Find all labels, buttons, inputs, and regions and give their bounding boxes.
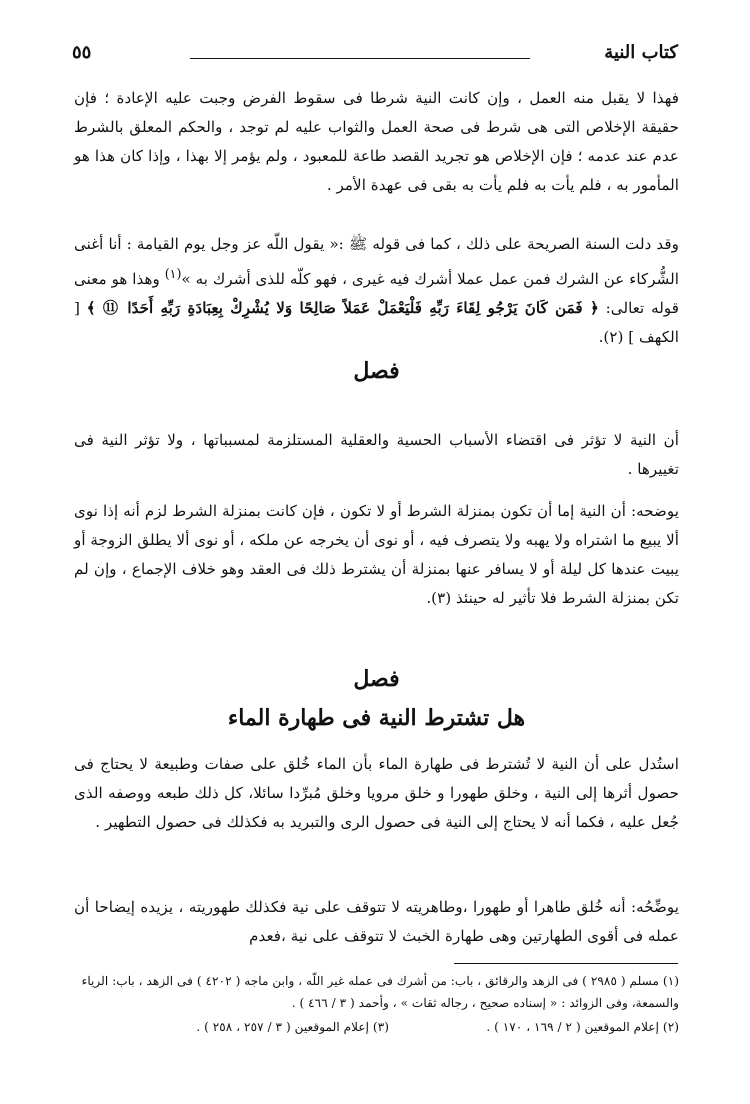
footnote-ref-1: (١) [164,266,182,281]
footnote-ref-2: (٢). [598,328,624,347]
paragraph-6: يوضِّحُه: أنه خُلق طاهرا أو طهورا ،وطاهريته لا تتوقف على نية فكذلك طهوريته ، يزيده إيضاحا أن عمله فى أقوى الطهارتين وهى طهارة الخبث لا تتوقف على نية ،فعدم [74,898,679,945]
quran-verse: ﴿ فَمَن كَانَ يَرْجُو لِقَاءَ رَبِّهِ فَلْيَعْمَلْ عَمَلاً صَالِحًا وَلا يُشْرِكْ بِعِبَادَةِ رَبِّهِ أَحَدًا ⑪ ﴾ [86,299,599,318]
paragraph-4: يوضحه: أن النية إما أن تكون بمنزلة الشرط أو لا تكون ، فإن كانت بمنزلة الشرط لزم أنه إذا نوى ألا يبيع ما اشتراه ولا يهبه ولا يتصرف فيه ، أو نوى أن يخرجه عن ملكه ، أو نوى ألا يطلق الزوجة أو يبيت عندها كل ليلة أو لا يسافر عنها بمنزلة أن يشترط ذلك فى العقد وهو خلاف الإجماع ، وإن لم تكن بمنزلة الشرط فلا تأثير له حينئذ (٣). [74,502,679,607]
footnote-row [74,1016,679,1038]
paragraph-2 [74,230,679,352]
section-heading-1: فصل [353,358,400,384]
running-header [72,40,678,74]
subsection-heading: هل تشترط النية فى طهارة الماء [227,705,526,731]
surah-reference: [ الكهف ] [74,299,679,347]
page-number: ٥٥ [72,42,92,63]
header-rule [190,58,530,59]
chapter-title: كتاب النية [604,42,678,63]
paragraph-5: استُدل على أن النية لا تُشترط فى طهارة الماء بأن الماء خُلق على صفات وطبيعة لا يحتاج فى حصول أثرها إلى النية ، وخلق طهورا و خلق مرويا وخلق مُبرِّدا سائلا، كل ذلك طبعه ووصفه الذى جُعل عليه ، فكما أنه لا يحتاج إلى النية فى حصول الرى والتبريد به فكذلك فى حصول التطهير . [74,755,679,831]
hadith-text: وقد دلت السنة الصريحة على ذلك ، كما فى قوله ﷺ :« يقول اللّه عز وجل يوم القيامة : أنا أغنى الشُّركاء عن الشرك فمن عمل عملا أشرك فيه غيرى ، فهو كلّه للذى أشرك به » [74,235,679,289]
footnote-2: (٢) إعلام الموقعين ( ٢ / ١٦٩ ، ١٧٠ ) . [486,1020,679,1034]
footnote-1: (١) مسلم ( ٢٩٨٥ ) فى الزهد والرقائق ، باب: من أشرك فى عمله غير اللّه ، وابن ماجه ( ٤٢٠٢ ) فى الزهد ، باب: الرياء والسمعة، وفى الزوائد : « إسناده صحيح ، رجاله ثقات » ، وأحمد ( ٣ / ٤٦٦ ) . [81,974,679,1010]
section-heading-2: فصل [353,666,400,692]
footnote-3: (٣) إعلام الموقعين ( ٣ / ٢٥٧ ، ٢٥٨ ) . [196,1020,389,1034]
paragraph-2-text: وهذا هو معنى قوله تعالى: [74,270,679,318]
paragraph-3: أن النية لا تؤثر فى اقتضاء الأسباب الحسية والعقلية المستلزمة لمسبباتها ، ولا تؤثر النية فى تغييرها . [74,431,679,478]
footnote-separator [454,963,678,964]
paragraph-1: فهذا لا يقبل منه العمل ، وإن كانت النية شرطا فى سقوط الفرض وجبت عليه الإعادة ؛ فإن حقيقة الإخلاص التى هى شرط فى صحة العمل والثواب عليه لم توجد ، والحكم المعلق بالشرط عدم عند عدمه ؛ فإن الإخلاص هو تجريد القصد طاعة للمعبود ، ولم يؤمر إلا بهذا ، وإذا كان هذا هو المأمور به ، فلم يأت به فلم يأت به بقى فى عهدة الأمر . [74,89,679,194]
